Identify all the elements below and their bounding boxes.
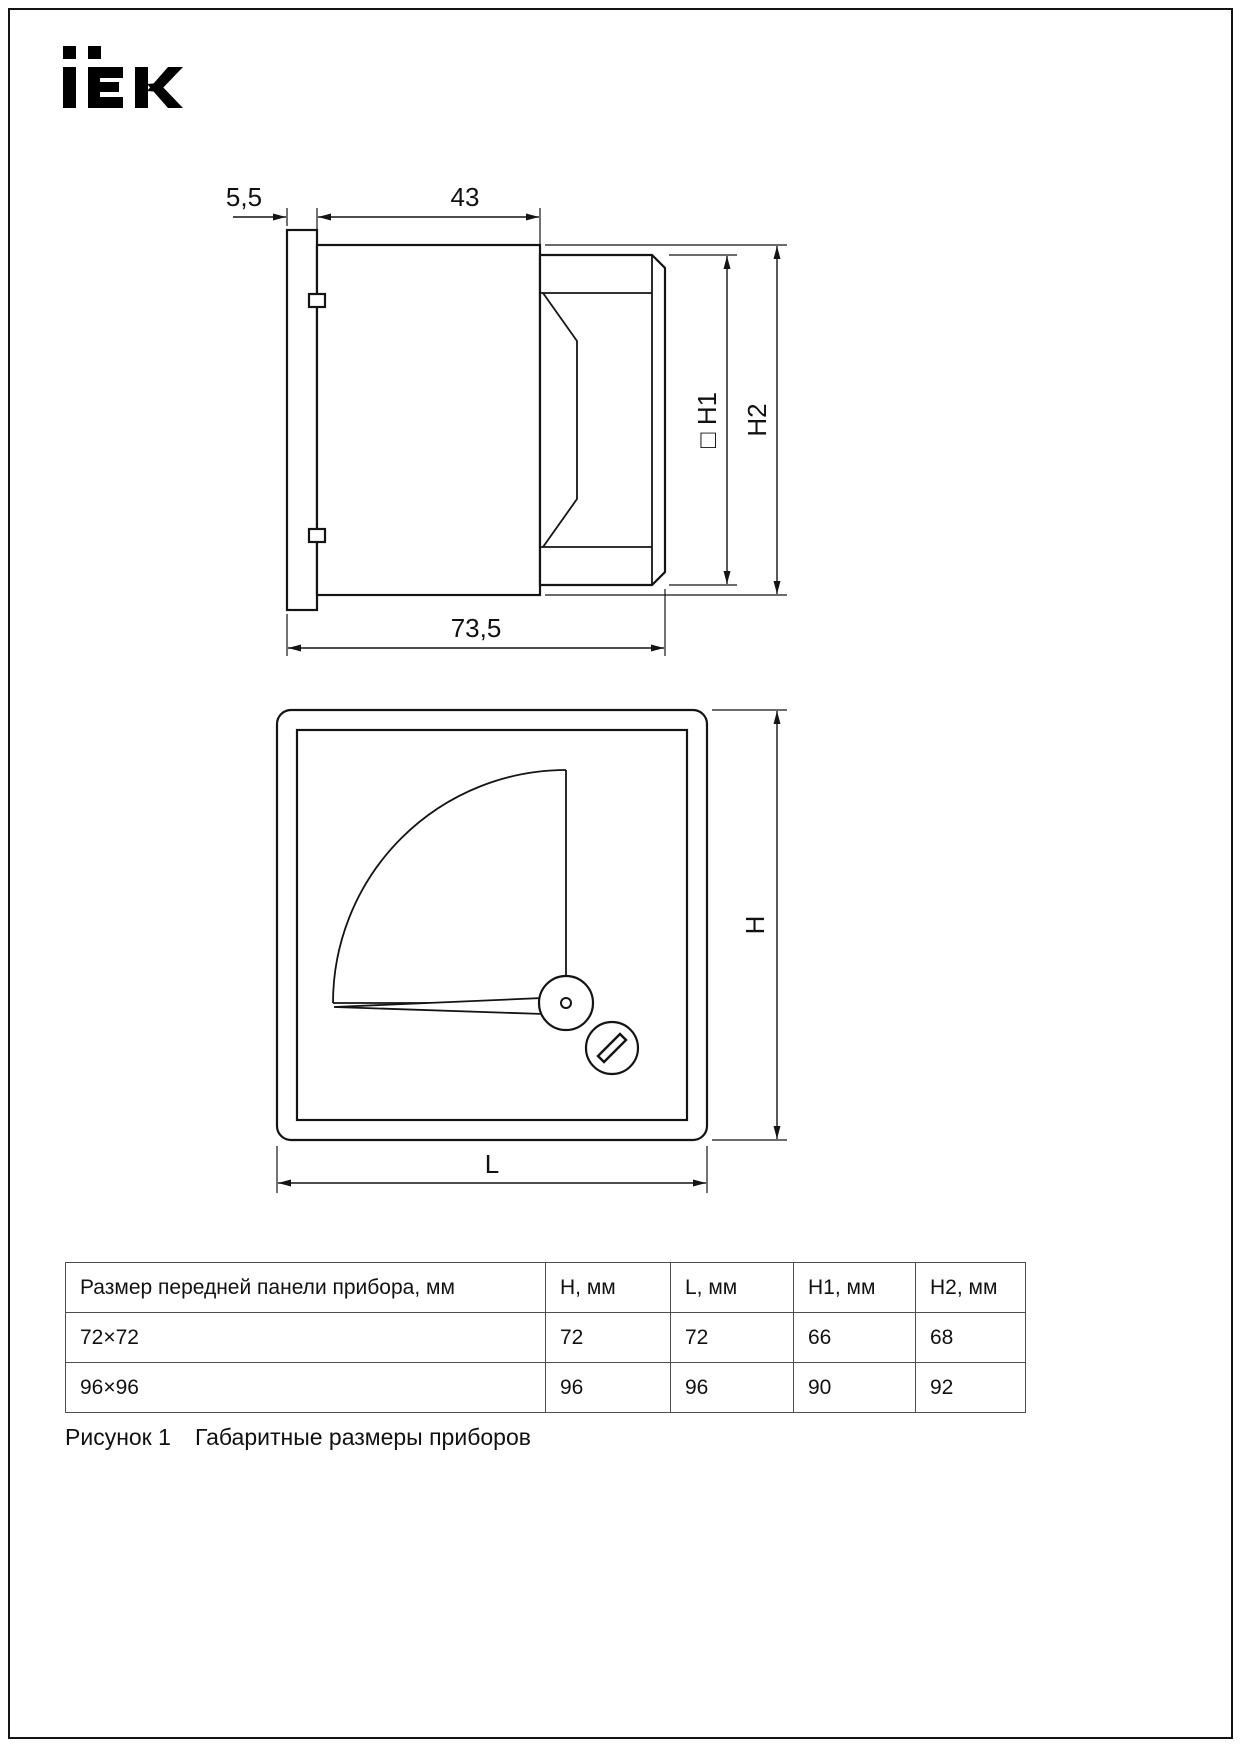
- pivot-center-hole: [561, 998, 571, 1008]
- rear-terminal-housing: [540, 255, 665, 585]
- mounting-panel-plate: [287, 230, 317, 610]
- dimensions-table: [65, 1262, 1026, 1413]
- mounting-clip-bottom: [309, 529, 325, 542]
- cell-h1: 90: [794, 1363, 916, 1413]
- front-view-drawing: [277, 710, 787, 1193]
- table-row: [66, 1363, 1026, 1413]
- col-header-l: L, мм: [671, 1263, 794, 1313]
- dimension-body-depth: [318, 182, 540, 251]
- dimension-total-depth: [287, 589, 665, 656]
- col-header-h2: H2, мм: [916, 1263, 1026, 1313]
- dim-label-43: 43: [450, 182, 480, 212]
- cell-panel-size: 72×72: [66, 1313, 546, 1363]
- meter-body: [317, 245, 540, 595]
- mounting-clip-top: [309, 294, 325, 307]
- dim-label-h: H: [740, 915, 770, 935]
- cell-h2: 92: [916, 1363, 1026, 1413]
- figure-caption-label: Рисунок 1: [65, 1424, 171, 1450]
- cell-h: 72: [546, 1313, 671, 1363]
- col-header-h: H, мм: [546, 1263, 671, 1313]
- cell-panel-size: 96×96: [66, 1363, 546, 1413]
- dimension-h1: [669, 255, 737, 585]
- figure-caption-text: Габаритные размеры приборов: [194, 1424, 531, 1450]
- side-view-drawing: [226, 182, 787, 656]
- dim-label-73-5: 73,5: [450, 613, 502, 643]
- dimension-h: [712, 710, 787, 1140]
- cell-h: 96: [546, 1363, 671, 1413]
- cell-h1: 66: [794, 1313, 916, 1363]
- dimension-l: [277, 1146, 707, 1193]
- figure-caption: [65, 1424, 531, 1451]
- table-header-row: [66, 1263, 1026, 1313]
- dim-label-5-5: 5,5: [225, 182, 263, 212]
- cell-l: 72: [671, 1313, 794, 1363]
- col-header-h1: H1, мм: [794, 1263, 916, 1313]
- dim-label-l: L: [484, 1149, 500, 1179]
- dim-label-h1: □ H1: [692, 391, 722, 449]
- table-row: [66, 1313, 1026, 1363]
- cell-h2: 68: [916, 1313, 1026, 1363]
- dim-label-h2: H2: [742, 403, 772, 437]
- col-header-panel-size: Размер передней панели прибора, мм: [66, 1263, 546, 1313]
- cell-l: 96: [671, 1363, 794, 1413]
